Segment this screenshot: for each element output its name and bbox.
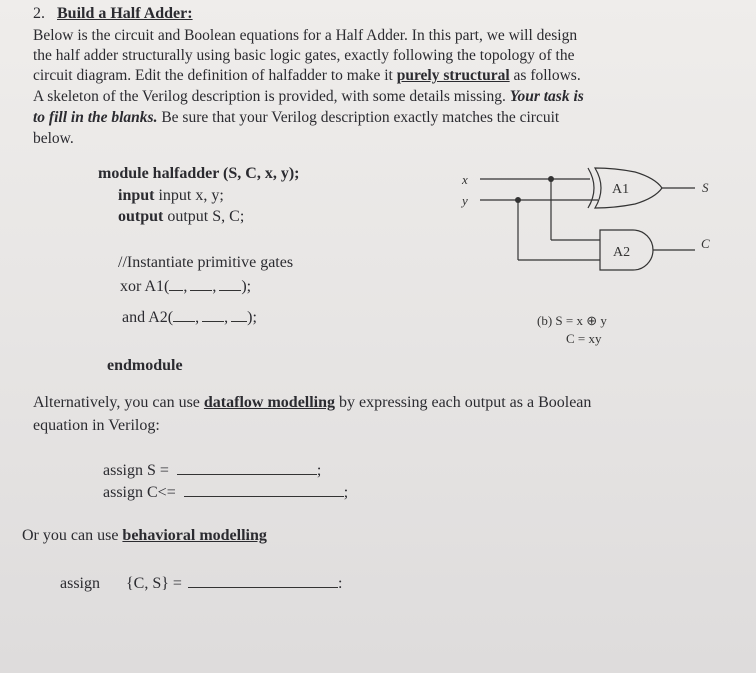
and-comma-2: , <box>224 309 229 326</box>
label-c: C <box>701 236 710 251</box>
assign-s-line <box>103 462 321 479</box>
problem-heading <box>33 6 193 22</box>
output-declaration: output output S, C; <box>118 208 245 225</box>
dataflow-line-2: equation in Verilog: <box>33 417 160 434</box>
input-declaration: input input x, y; <box>118 187 224 204</box>
and-blank-3[interactable] <box>231 309 247 322</box>
skeleton-text: A skeleton of the Verilog description is provided, with some details missing. <box>33 88 506 105</box>
fill-blanks-text: to fill in the blanks. <box>33 109 158 126</box>
your-task-text: Your task is <box>509 88 584 105</box>
dataflow-modelling-term: dataflow modelling <box>203 394 336 411</box>
intro-line-4 <box>33 89 584 105</box>
and-close: ); <box>247 309 257 326</box>
xor-gate-back-arc <box>588 168 594 208</box>
problem-number: 2. <box>33 5 45 22</box>
assign-s-text: assign S = <box>103 462 169 479</box>
behavioral-modelling-term: behavioral modelling <box>122 527 267 544</box>
xor-instantiation <box>120 278 251 295</box>
behavioral-assign-concat: {C, S} = <box>126 575 182 592</box>
behavioral-assign-line <box>60 575 342 592</box>
instantiate-comment: //Instantiate primitive gates <box>118 254 294 271</box>
assign-s-semicolon: ; <box>316 462 322 479</box>
intro-line-3 <box>33 68 581 84</box>
label-y: y <box>462 193 468 208</box>
label-s: S <box>702 180 709 195</box>
behavioral-end-mark: : <box>337 575 343 592</box>
caption-carry-equation: C = xy <box>566 331 602 346</box>
label-x: x <box>462 172 468 187</box>
assign-c-text: assign C<= <box>103 484 176 501</box>
input-decl-text: input x, y; <box>158 187 224 204</box>
assign-c-line <box>103 484 348 501</box>
half-adder-circuit-diagram <box>440 160 740 350</box>
caption-sum-equation: (b) S = x ⊕ y <box>537 313 607 328</box>
purely-structural-term: purely structural <box>396 67 510 84</box>
behavioral-prefix: Or you can use <box>22 527 123 544</box>
and-prefix: and A2( <box>122 309 174 326</box>
and-comma-1: , <box>195 309 200 326</box>
and-blank-2[interactable] <box>202 309 224 322</box>
intro-line-6: below. <box>33 130 74 147</box>
intro-line-1: Below is the circuit and Boolean equations for a Half Adder. In this part, we will design <box>33 27 578 44</box>
junction-y <box>515 197 521 203</box>
xor-blank-3[interactable] <box>219 278 241 291</box>
junction-x <box>548 176 554 182</box>
module-declaration: module halfadder (S, C, x, y); <box>98 165 300 182</box>
xor-close: ); <box>241 278 252 295</box>
dataflow-suffix: by expressing each output as a Boolean <box>335 394 592 411</box>
behavioral-line <box>22 528 267 544</box>
endmodule-keyword: endmodule <box>107 357 183 374</box>
output-decl-text: output S, C; <box>167 208 245 225</box>
assign-c-semicolon: ; <box>343 484 349 501</box>
xor-blank-1[interactable] <box>169 278 183 291</box>
intro-line-5 <box>33 110 559 126</box>
xor-comma-1: , <box>183 278 188 295</box>
assign-c-blank[interactable] <box>184 484 344 497</box>
be-sure-text: Be sure that your Verilog description exactly matches the circuit <box>157 109 560 126</box>
behavioral-assign-word: assign <box>60 575 100 592</box>
and-instantiation <box>122 309 257 326</box>
intro-line-2: the half adder structurally using basic logic gates, exactly following the topology of the <box>33 47 575 64</box>
xor-blank-2[interactable] <box>190 278 212 291</box>
assign-s-blank[interactable] <box>177 462 317 475</box>
intro-line-3-text: circuit diagram. Edit the definition of halfadder to make it <box>33 67 393 84</box>
xor-comma-2: , <box>212 278 217 295</box>
behavioral-assign-blank[interactable] <box>188 575 338 588</box>
dataflow-line-1 <box>33 395 591 411</box>
label-a1: A1 <box>612 182 630 197</box>
problem-title: Build a Half Adder: <box>57 5 193 22</box>
dataflow-prefix: Alternatively, you can use <box>33 394 204 411</box>
xor-prefix: xor A1( <box>120 278 170 295</box>
label-a2: A2 <box>613 245 631 260</box>
and-blank-1[interactable] <box>173 309 195 322</box>
as-follows-text: as follows. <box>509 67 581 84</box>
